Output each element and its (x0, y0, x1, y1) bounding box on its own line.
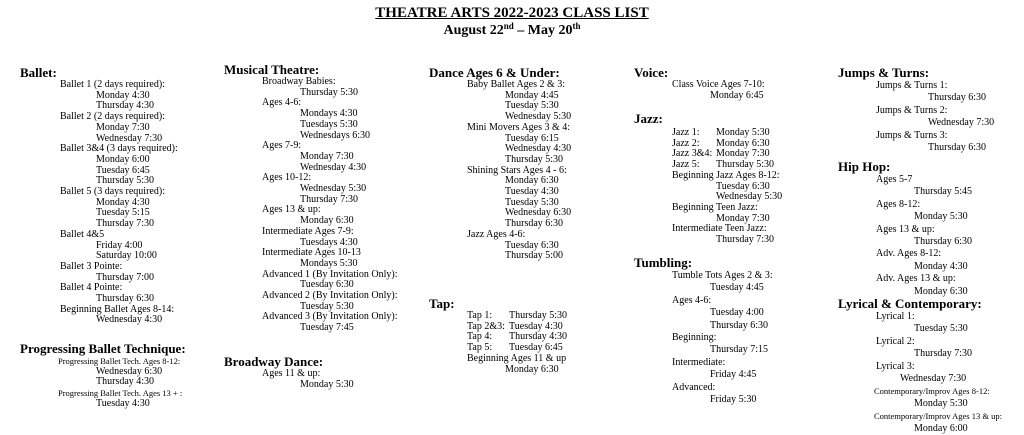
section-heading: Hip Hop: (838, 159, 891, 174)
class-line: Thursday 4:30 (96, 100, 155, 112)
class-list (634, 80, 824, 101)
class-line: Monday 6:30 (300, 215, 354, 227)
class-line: Broadway Babies: (262, 76, 336, 87)
class-line: Thursday 5:30 (96, 175, 155, 187)
class-line: Monday 7:30 (300, 150, 354, 162)
class-time: Monday 5:30 (716, 127, 770, 138)
section-heading: Progressing Ballet Technique: (20, 341, 186, 356)
class-line: Baby Ballet Ages 2 & 3: (467, 79, 566, 90)
class-line: Ages 8-12: (876, 198, 921, 210)
class-line: Thursday 6:30 (505, 218, 564, 230)
class-line: Tuesday 5:30 (505, 196, 559, 208)
class-line: Wednesday 4:30 (505, 143, 572, 155)
hip-hop-section (838, 160, 972, 298)
class-list (224, 77, 414, 334)
class-line: Wednesday 6:30 (96, 365, 163, 377)
class-line: Tuesday 6:30 (505, 239, 559, 251)
class-line: Ballet 1 (2 days required): (60, 79, 165, 90)
musical-column (224, 62, 414, 390)
class-line: Ages 7-9: (262, 140, 302, 152)
class-line: Ages 5-7 (876, 174, 913, 185)
class-list (20, 356, 186, 410)
class-line: Thursday 6:30 (928, 142, 987, 154)
voice-column (634, 65, 824, 406)
class-list (224, 369, 354, 390)
class-line: Ages 13 & up: (262, 204, 321, 216)
class-line: Tuesdays 5:30 (300, 118, 358, 130)
class-line: Ballet 4&5 (60, 228, 105, 240)
progressing-section (20, 342, 186, 410)
class-line: Monday 7:30 (716, 212, 770, 224)
dance-6-under-section (429, 66, 619, 262)
class-line: Tuesday 5:30 (914, 323, 968, 335)
class-line: Tuesday 6:15 (505, 132, 559, 144)
class-level: Tap 1: (467, 310, 493, 321)
class-line: Thursday 5:45 (914, 186, 973, 198)
class-line: Thursday 4:30 (96, 376, 155, 388)
class-line: Monday 4:30 (96, 89, 150, 101)
class-level: Jazz 2: (672, 137, 700, 149)
class-line: Thursday 7:00 (96, 271, 155, 283)
class-list (429, 354, 567, 375)
section-heading: Dance Ages 6 & Under: (429, 65, 560, 80)
dates-end-suffix: th (572, 21, 581, 31)
jumps-column (838, 65, 1024, 434)
class-line: Thursday 7:30 (716, 234, 775, 246)
class-line: Thursday 6:30 (710, 319, 769, 331)
jazz-section (634, 112, 782, 246)
class-level: Tap 4: (467, 331, 493, 343)
class-list (634, 270, 773, 406)
class-line: Wednesday 4:30 (300, 161, 367, 173)
class-list (838, 80, 1024, 154)
class-line: Wednesday 4:30 (96, 314, 163, 326)
class-line: Ages 10-12: (262, 172, 312, 184)
class-line: Monday 6:30 (505, 363, 559, 375)
class-time: Thursday 5:30 (716, 159, 775, 171)
class-line: Thursday 5:30 (505, 153, 564, 165)
class-line: Progressing Ballet Tech. Ages 13 + : (58, 388, 183, 399)
ballet-section (20, 66, 210, 326)
class-line: Monday 6:00 (96, 153, 150, 165)
class-line: Tuesday 6:30 (716, 180, 770, 192)
class-line: Jumps & Turns 1: (876, 80, 948, 91)
tumbling-section (634, 256, 773, 406)
class-line: Thursday 5:30 (300, 86, 359, 98)
class-line: Adv. Ages 8-12: (876, 248, 942, 260)
class-line: Thursday 7:15 (710, 344, 769, 356)
class-line: Tuesday 5:30 (300, 300, 354, 312)
class-line: Tuesday 6:30 (300, 279, 354, 291)
class-line: Beginning: (672, 332, 717, 344)
class-line: Ages 4-6: (262, 97, 302, 109)
class-line: Monday 6:00 (914, 422, 968, 434)
class-line: Wednesday 5:30 (300, 183, 367, 195)
class-line: Jazz Ages 4-6: (467, 228, 526, 240)
class-line: Ballet 3 Pointe: (60, 260, 123, 272)
class-line: Tuesday 5:30 (505, 100, 559, 112)
class-line: Monday 4:30 (914, 260, 968, 272)
class-line: Friday 5:30 (710, 394, 757, 406)
class-line: Mondays 5:30 (300, 257, 358, 269)
class-line: Class Voice Ages 7-10: (672, 79, 765, 90)
class-list (20, 80, 210, 326)
class-level: Jazz 5: (672, 159, 700, 171)
class-line: Monday 5:30 (914, 397, 968, 409)
ballet-column (20, 65, 210, 409)
class-line: Monday 5:30 (914, 211, 968, 223)
class-line: Ballet 2 (2 days required): (60, 111, 165, 123)
dates-start-suffix: nd (503, 21, 514, 31)
class-line: Thursday 7:30 (914, 348, 973, 360)
class-line: Ballet 3&4 (3 days required): (60, 143, 178, 155)
class-line: Jumps & Turns 2: (876, 104, 948, 116)
class-line: Monday 6:45 (710, 89, 764, 101)
class-time: Monday 7:30 (716, 148, 770, 160)
class-line: Lyrical 1: (876, 311, 915, 322)
class-line: Ages 4-6: (672, 294, 712, 306)
class-line: Monday 6:30 (505, 175, 559, 187)
class-line: Intermediate Ages 10-13 (262, 247, 361, 259)
class-line: Wednesdays 6:30 (300, 129, 371, 141)
class-line: Lyrical 3: (876, 360, 915, 372)
class-line: Monday 4:30 (96, 196, 150, 208)
class-line: Tuesday 6:45 (96, 164, 150, 176)
class-line: Thursday 6:30 (914, 236, 973, 248)
class-line: Thursday 7:30 (96, 218, 155, 230)
class-time: Monday 6:30 (716, 137, 770, 149)
class-line: Ages 13 & up: (876, 223, 935, 235)
class-list (429, 80, 619, 262)
section-heading: Tumbling: (634, 255, 693, 270)
class-line: Tuesday 4:30 (505, 186, 559, 198)
class-line: Shining Stars Ages 4 - 6: (467, 164, 567, 176)
class-line: Beginning Ballet Ages 8-14: (60, 303, 175, 315)
class-line: Tuesday 4:45 (710, 282, 764, 294)
class-line: Intermediate Teen Jazz: (672, 223, 767, 235)
page-title: THEATRE ARTS 2022-2023 CLASS LIST (375, 5, 649, 21)
tap-section (429, 297, 567, 375)
class-line: Tuesday 4:30 (96, 397, 150, 409)
class-line: Thursday 5:00 (505, 250, 564, 262)
class-time: Tuesday 6:45 (509, 342, 563, 354)
class-line: Adv. Ages 13 & up: (876, 273, 956, 285)
class-line: Advanced 2 (By Invitation Only): (262, 290, 398, 302)
section-heading: Jazz: (634, 111, 663, 126)
class-level: Jazz 1: (672, 127, 700, 138)
class-time: Thursday 5:30 (509, 310, 568, 321)
class-line: Saturday 10:00 (96, 250, 157, 262)
section-heading: Ballet: (20, 65, 57, 80)
class-line: Thursday 7:30 (300, 193, 359, 205)
dance6-column (429, 65, 619, 375)
class-line: Lyrical 2: (876, 335, 915, 347)
class-list (838, 311, 1002, 435)
class-line: Ballet 5 (3 days required): (60, 186, 165, 198)
class-line: Beginning Ages 11 & up (467, 352, 567, 364)
class-level: Tap 2&3: (467, 320, 505, 332)
class-line: Progressing Ballet Tech. Ages 8-12: (58, 356, 181, 366)
section-heading: Musical Theatre: (224, 62, 320, 77)
class-list (634, 171, 782, 246)
class-line: Mondays 4:30 (300, 108, 358, 120)
class-list (838, 174, 972, 298)
class-line: Intermediate: (672, 356, 726, 368)
class-line: Tuesday 7:45 (300, 322, 354, 334)
jumps-turns-section (838, 66, 1024, 154)
section-heading: Broadway Dance: (224, 354, 324, 369)
class-level: Tap 5: (467, 342, 493, 354)
class-line: Wednesday 7:30 (96, 132, 163, 144)
lyrical-section (838, 297, 1002, 435)
broadway-dance-section (224, 355, 354, 390)
class-line: Wednesday 7:30 (900, 373, 967, 385)
class-line: Wednesday 7:30 (928, 117, 995, 129)
class-line: Tumble Tots Ages 2 & 3: (672, 270, 773, 281)
class-rows (429, 311, 567, 354)
section-heading: Voice: (634, 65, 669, 80)
class-line: Beginning Teen Jazz: (672, 201, 758, 213)
musical-theatre-section (224, 63, 414, 334)
class-line: Monday 7:30 (96, 121, 150, 133)
class-line: Jumps & Turns 3: (876, 129, 948, 141)
class-line: Monday 6:30 (914, 285, 968, 297)
section-heading: Tap: (429, 296, 455, 311)
class-line: Ballet 4 Pointe: (60, 282, 123, 294)
class-level: Jazz 3&4: (672, 148, 713, 160)
class-line: Friday 4:00 (96, 239, 143, 251)
class-line: Contemporary/Improv Ages 13 & up: (874, 411, 1002, 422)
class-time: Tuesday 4:30 (509, 320, 563, 332)
voice-section (634, 66, 824, 101)
class-line: Friday 4:45 (710, 369, 757, 381)
class-line: Tuesdays 4:30 (300, 236, 358, 248)
class-rows (634, 128, 782, 171)
class-line: Advanced 3 (By Invitation Only): (262, 311, 398, 323)
class-line: Contemporary/Improv Ages 8-12: (874, 386, 990, 397)
class-line: Advanced 1 (By Invitation Only): (262, 268, 398, 280)
class-line: Thursday 6:30 (96, 293, 155, 305)
section-heading: Lyrical & Contemporary: (838, 296, 982, 311)
class-line: Tuesday 4:00 (710, 307, 764, 319)
class-line: Monday 4:45 (505, 89, 559, 101)
class-line: Ages 11 & up: (262, 368, 321, 379)
class-line: Advanced: (672, 381, 716, 393)
class-line: Mini Movers Ages 3 & 4: (467, 121, 571, 133)
class-line: Wednesday 5:30 (716, 191, 783, 203)
class-time: Thursday 4:30 (509, 331, 568, 343)
season-dates (0, 22, 1024, 39)
dates-start: August 22 (443, 23, 504, 38)
class-line: Thursday 6:30 (928, 92, 987, 104)
class-line: Wednesday 5:30 (505, 111, 572, 123)
dates-end: – May 20 (513, 23, 573, 38)
class-line: Wednesday 6:30 (505, 207, 572, 219)
class-line: Intermediate Ages 7-9: (262, 225, 354, 237)
class-line: Tuesday 5:15 (96, 207, 150, 219)
class-line: Beginning Jazz Ages 8-12: (672, 169, 780, 181)
class-line: Monday 5:30 (300, 378, 354, 390)
section-heading: Jumps & Turns: (838, 65, 930, 80)
